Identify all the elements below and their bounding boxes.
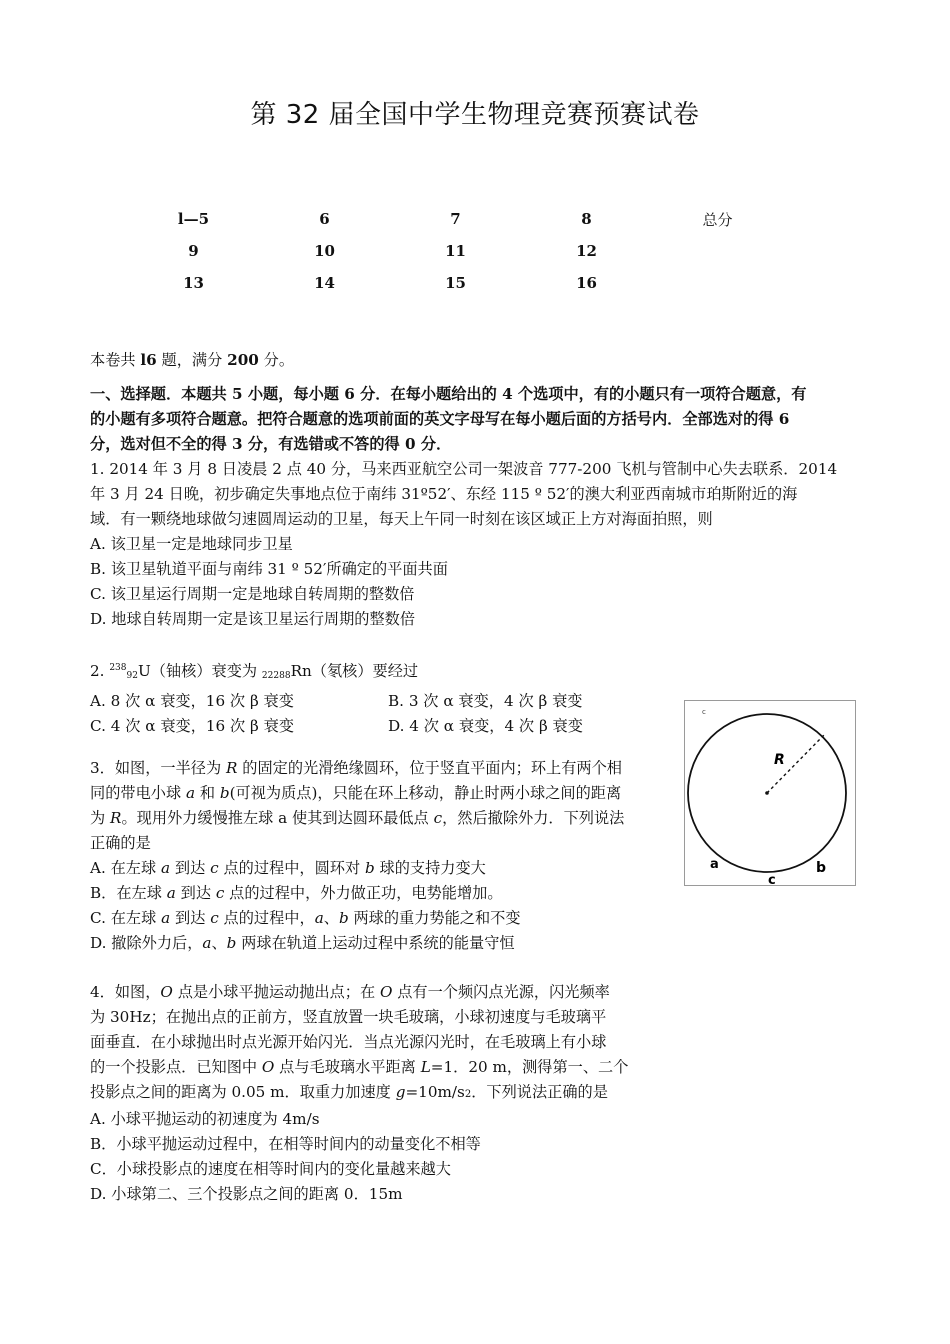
question-text: 4．如图，O 点是小球平抛运动抛出点；在 O 点有一个频闪点光源，闪光频率 xyxy=(90,983,610,1001)
option-b: B. 3 次 α 衰变，4 次 β 衰变 xyxy=(388,692,583,711)
section1-line: 一、选择题．本题共 5 小题，每小题 6 分．在每小题给出的 4 个选项中，有的小题只有一项符合题意，有 xyxy=(90,385,807,403)
score-cell: l—5 xyxy=(177,210,210,228)
score-cell: 12 xyxy=(576,242,597,260)
option-d: D. 4 次 α 衰变，4 次 β 衰变 xyxy=(388,717,583,736)
score-cell: 16 xyxy=(576,274,597,292)
option-d: D. 小球第二、三个投影点之间的距离 0．15m xyxy=(90,1185,403,1203)
question-1 xyxy=(90,457,862,632)
option-a: A. 该卫星一定是地球同步卫星 xyxy=(90,535,293,553)
question-text: 面垂直．在小球抛出时点光源开始闪光．当点光源闪光时，在毛玻璃上有小球 xyxy=(90,1033,607,1051)
question-text: 域．有一颗绕地球做匀速圆周运动的卫星，每天上午同一时刻在该区域正上方对海面拍照，则 xyxy=(90,510,713,528)
score-cell: 9 xyxy=(188,242,199,260)
option-d: D. 撤除外力后，a、b 两球在轨道上运动过程中系统的能量守恒 xyxy=(90,934,515,952)
section1-line: 分，选对但不全的得 3 分，有选错或不答的得 0 分． xyxy=(90,435,452,453)
option-c: C．小球投影点的速度在相等时间内的变化量越来越大 xyxy=(90,1160,451,1178)
score-row xyxy=(128,235,783,267)
ring-figure xyxy=(684,700,856,886)
score-total-label: 总分 xyxy=(702,210,733,229)
section1-line: 的小题有多项符合题意。把符合题意的选项前面的英文字母写在每小题后面的方括号内．全部选对的得 6 xyxy=(90,410,790,428)
score-cell: 11 xyxy=(445,242,466,260)
score-cell: 8 xyxy=(581,210,592,228)
label-r: R xyxy=(774,752,785,768)
score-row xyxy=(128,203,783,235)
score-table xyxy=(128,203,783,299)
score-cell: 14 xyxy=(314,274,335,292)
question-4 xyxy=(90,980,680,1207)
question-text: 为 R。现用外力缓慢推左球 a 使其到达圆环最低点 c，然后撤除外力．下列说法 xyxy=(90,809,625,827)
option-d: D. 地球自转周期一定是该卫星运行周期的整数倍 xyxy=(90,610,416,628)
option-c: C. 4 次 α 衰变，16 次 β 衰变 xyxy=(90,717,295,736)
intro-block xyxy=(90,348,862,373)
question-text: 为 30Hz；在抛出点的正前方，竖直放置一块毛玻璃，小球初速度与毛玻璃平 xyxy=(90,1008,607,1026)
section1-header xyxy=(90,382,862,457)
label-a: a xyxy=(710,857,719,872)
question-text: 年 3 月 24 日晚，初步确定失事地点位于南纬 31º52′、东经 115 º 52′的澳大利亚西南城市珀斯附近的海 xyxy=(90,485,798,503)
score-cell: 13 xyxy=(183,274,204,292)
option-b: B．在左球 a 到达 c 点的过程中，外力做正功，电势能增加。 xyxy=(90,884,503,902)
score-cell xyxy=(652,267,783,299)
question-text: 3．如图，一半径为 R 的固定的光滑绝缘圆环，位于竖直平面内；环上有两个相 xyxy=(90,759,622,777)
question-3 xyxy=(90,756,680,956)
question-text: 投影点之间的距离为 0.05 m．取重力加速度 g=10m/s2．下列说法正确的是 xyxy=(90,1083,608,1101)
score-cell: 7 xyxy=(450,210,461,228)
intro-line: 本卷共 l6 题，满分 200 分。 xyxy=(90,351,295,369)
label-c: c xyxy=(768,873,776,886)
score-row xyxy=(128,267,783,299)
option-c: C. 该卫星运行周期一定是地球自转周期的整数倍 xyxy=(90,585,415,603)
question-text: 正确的是 xyxy=(90,834,151,852)
option-a: A. 小球平抛运动的初速度为 4m/s xyxy=(90,1110,320,1128)
score-cell xyxy=(652,235,783,267)
question-text: 的一个投影点．已知图中 O 点与毛玻璃水平距离 L=1．20 m，测得第一、二个 xyxy=(90,1058,629,1076)
score-cell: 15 xyxy=(445,274,466,292)
page-title: 第 32 届全国中学生物理竞赛预赛试卷 xyxy=(250,100,700,130)
option-c: C. 在左球 a 到达 c 点的过程中，a、b 两球的重力势能之和不变 xyxy=(90,909,521,927)
score-cell: 6 xyxy=(319,210,330,228)
question-text: 2. $^{238}$92U（铀核）衰变为 22288Rn（氡核）要经过 xyxy=(90,662,419,682)
score-cell: 10 xyxy=(314,242,335,260)
label-b: b xyxy=(816,860,827,876)
center-dot xyxy=(765,791,769,795)
option-b: B. 该卫星轨道平面与南纬 31 º 52′所确定的平面共面 xyxy=(90,560,448,578)
question-text: 1. 2014 年 3 月 8 日凌晨 2 点 40 分，马来西亚航空公司一架波音 777-200 飞机与管制中心失去联系．2014 xyxy=(90,460,838,478)
question-text: 同的带电小球 a 和 b(可视为质点)，只能在环上移动，静止时两小球之间的距离 xyxy=(90,784,622,802)
option-a: A. 8 次 α 衰变，16 次 β 衰变 xyxy=(90,692,294,711)
option-a: A. 在左球 a 到达 c 点的过程中，圆环对 b 球的支持力变大 xyxy=(90,859,486,877)
corner-mark: c xyxy=(702,708,706,716)
option-b: B．小球平抛运动过程中，在相等时间内的动量变化不相等 xyxy=(90,1135,481,1153)
